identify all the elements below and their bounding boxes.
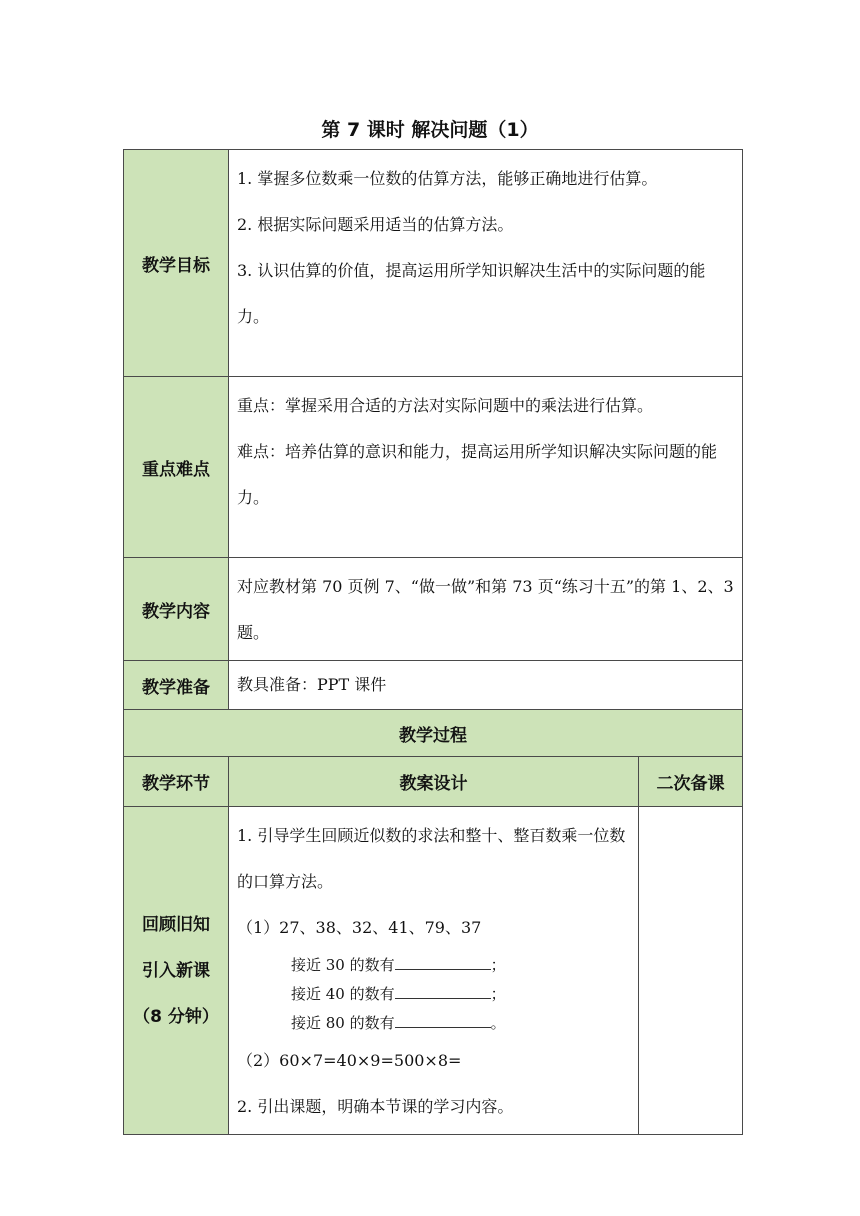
near-40-label: 接近 40 的数有 — [291, 985, 395, 1003]
answer-blank — [395, 1013, 491, 1028]
prep-row — [124, 661, 743, 710]
keypoint-item: 难点：培养估算的意识和能力，提高运用所学知识解决实际问题的能力。 — [237, 442, 718, 507]
stage-line: 引入新课 — [142, 960, 210, 981]
review-design — [229, 807, 639, 1135]
near-80-line — [237, 1009, 632, 1038]
keypoints-content — [229, 377, 743, 558]
column-header-row — [124, 757, 743, 807]
content-row — [124, 558, 743, 661]
goals-row — [124, 150, 743, 377]
stage-line: （8 分钟） — [133, 1006, 219, 1027]
stage-line: 回顾旧知 — [142, 914, 210, 935]
review-intro: 1. 引导学生回顾近似数的求法和整十、整百数乘一位数的口算方法。 — [237, 826, 626, 891]
prep-text: 教具准备：PPT 课件 — [229, 661, 743, 710]
process-header-row — [124, 710, 743, 757]
review-row — [124, 807, 743, 1135]
goals-content — [229, 150, 743, 377]
near-80-label: 接近 80 的数有 — [291, 1014, 395, 1032]
goal-item: 1. 掌握多位数乘一位数的估算方法，能够正确地进行估算。 — [237, 169, 658, 188]
page-title: 第 7 课时 解决问题（1） — [321, 119, 539, 141]
lesson-plan-table — [123, 149, 743, 1135]
near-30-label: 接近 30 的数有 — [291, 956, 395, 974]
review-question-1: （1）27、38、32、41、79、37 — [237, 918, 482, 937]
separator: ； — [490, 985, 506, 1003]
content-text: 对应教材第 70 页例 7、“做一做”和第 73 页“练习十五”的第 1、2、3 题。 — [229, 558, 743, 661]
separator: 。 — [490, 1014, 506, 1032]
content-label: 教学内容 — [124, 558, 229, 661]
keypoints-label: 重点难点 — [124, 377, 229, 558]
answer-blank — [395, 955, 491, 970]
separator: ； — [490, 956, 506, 974]
review-question-2: （2）60×7=40×9=500×8= — [237, 1051, 462, 1070]
review-stage-label — [124, 807, 229, 1135]
keypoint-item: 重点：掌握采用合适的方法对实际问题中的乘法进行估算。 — [237, 396, 654, 415]
prep-label: 教学准备 — [124, 661, 229, 710]
col-design-header: 教案设计 — [229, 757, 639, 807]
review-revision-cell — [639, 807, 743, 1135]
review-step-2: 2. 引出课题，明确本节课的学习内容。 — [237, 1097, 514, 1116]
process-header: 教学过程 — [124, 710, 743, 757]
goals-label: 教学目标 — [124, 150, 229, 377]
col-revision-header: 二次备课 — [639, 757, 743, 807]
goal-item: 2. 根据实际问题采用适当的估算方法。 — [237, 215, 514, 234]
goal-item: 3. 认识估算的价值，提高运用所学知识解决生活中的实际问题的能力。 — [237, 261, 706, 326]
col-stage-header: 教学环节 — [124, 757, 229, 807]
near-30-line — [237, 951, 632, 980]
near-40-line — [237, 980, 632, 1009]
answer-blank — [395, 984, 491, 999]
keypoints-row — [124, 377, 743, 558]
